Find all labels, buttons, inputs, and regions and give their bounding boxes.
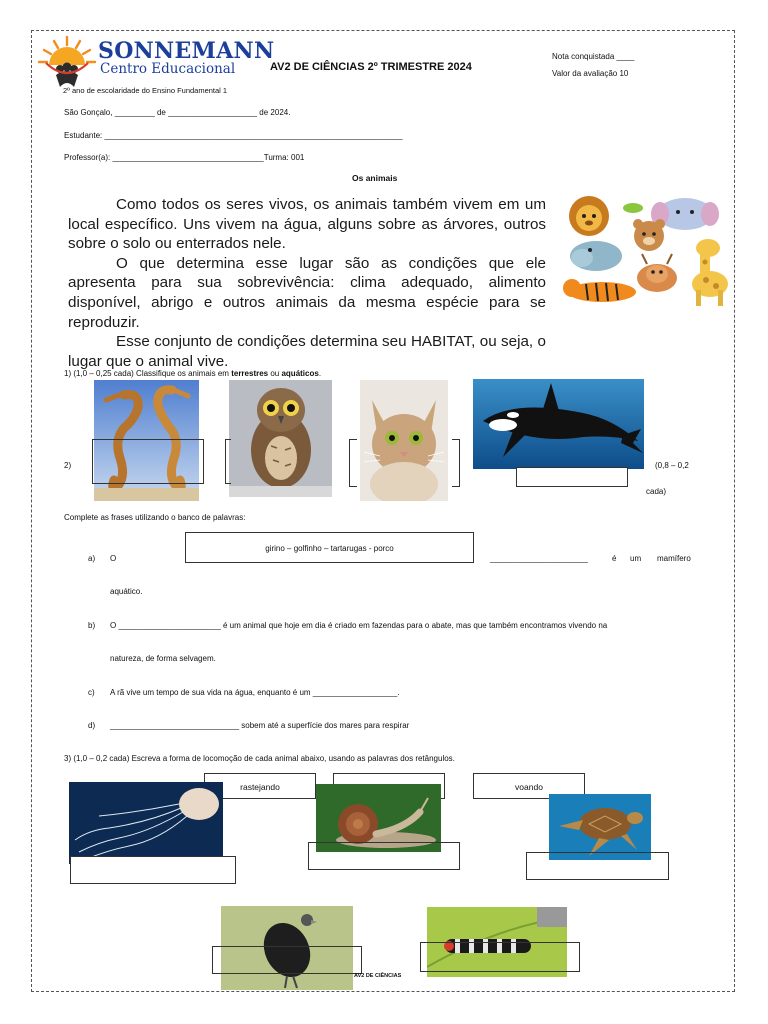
footer-text: AV2 DE CIÊNCIAS (354, 973, 402, 979)
intro-paragraph-3: Esse conjunto de condições determina seu HABITAT, ou seja, o lugar que o animal vive. (68, 333, 546, 370)
item-c-text[interactable]: A rã vive um tempo de sua vida na água, enquanto é um ___________________. (110, 688, 400, 697)
question-2-number: 2) (64, 461, 72, 470)
nota-field: Nota conquistada ____ (552, 52, 635, 61)
brand-subtitle: Centro Educacional (100, 61, 236, 77)
cartoon-animals-image (562, 192, 732, 312)
item-b-end: natureza, de forma selvagem. (110, 654, 216, 663)
item-a-e: é (612, 554, 617, 563)
q1-bold-aquaticos: aquáticos (281, 369, 319, 378)
item-a-blank[interactable]: ______________________ (490, 554, 588, 563)
brand-name: SONNEMANN (98, 38, 275, 64)
answer-box-vulture[interactable] (212, 946, 362, 974)
item-a-um: um (630, 554, 642, 563)
exam-title: AV2 DE CIÊNCIAS 2º TRIMESTRE 2024 (270, 61, 472, 73)
item-a-letter: a) (88, 554, 96, 563)
answer-box-seahorse[interactable] (92, 439, 204, 484)
owl-image (229, 380, 332, 497)
q2-instruction: Complete as frases utilizando o banco de palavras: (64, 513, 246, 522)
item-b-text[interactable]: O _______________________ é um animal que hoje em dia é criado em fazendas para o abate, mas que também encontramos vivendo na (110, 621, 608, 630)
q1-mid: ou (268, 369, 282, 378)
jellyfish-image (69, 782, 223, 864)
answer-box-snail[interactable] (308, 842, 460, 870)
cat-image (360, 380, 448, 501)
item-c-letter: c) (88, 688, 95, 697)
teacher-line: Professor(a): __________________________________Turma: 001 (64, 153, 305, 162)
item-d-text[interactable]: _____________________________ sobem até a superfície dos mares para respirar (110, 721, 410, 730)
sea-turtle-image (549, 794, 651, 860)
word-bank-box: girino – golfinho – tartarugas - porco (185, 532, 474, 563)
item-a-start: O (110, 554, 117, 563)
item-a-mamifero: mamífero (657, 554, 691, 563)
answer-box-turtle[interactable] (526, 852, 669, 880)
answer-box-jellyfish[interactable] (70, 856, 236, 884)
question-1 (64, 369, 321, 378)
orca-image (473, 379, 644, 469)
word-box-voando: voando (473, 773, 585, 799)
section-title: Os animais (352, 173, 398, 183)
city-date-line: São Gonçalo, _________ de ____________________ de 2024. (64, 108, 291, 117)
answer-box-cat[interactable] (452, 439, 460, 487)
q2-score-b: cada) (646, 487, 667, 496)
item-a-end: aquático. (110, 587, 143, 596)
answer-box-orca[interactable] (516, 467, 628, 487)
intro-text (68, 195, 546, 371)
answer-box-caterpillar[interactable] (420, 942, 580, 972)
q1-prefix: 1) (1,0 – 0,25 cada) Classifique os animais em (64, 369, 232, 378)
grade-text: 2º ano de escolaridade do Ensino Fundamental 1 (63, 86, 228, 95)
student-line: Estudante: ___________________________________________________________________ (64, 131, 403, 140)
word-box-rastejando: rastejando (204, 773, 316, 799)
intro-paragraph-1: Como todos os seres vivos, os animais também vivem em um local específico. Uns vivem na água, alguns sobre as árvores, outros sobre o solo ou enterrados nele. (68, 196, 546, 253)
answer-box-cat-left (349, 439, 357, 487)
answer-box-owl[interactable] (225, 439, 231, 484)
q2-score-a: (0,8 – 0,2 (655, 461, 689, 470)
sun-logo-icon (36, 33, 98, 89)
q1-bold-terrestres: terrestres (231, 369, 269, 378)
intro-paragraph-2: O que determina esse lugar são as condições que ele apresenta para sua sobrevivência: clima adequado, alimento disponível, abrigo e outros animais da mesma espécie para se reproduzir. (68, 254, 546, 331)
item-b-letter: b) (88, 621, 96, 630)
valor-text: Valor da avaliação 10 (552, 69, 629, 78)
q1-suffix: . (318, 369, 322, 378)
question-3: 3) (1,0 – 0,2 cada) Escreva a forma de locomoção de cada animal abaixo, usando as palavras dos retângulos. (64, 754, 455, 763)
item-d-letter: d) (88, 721, 96, 730)
